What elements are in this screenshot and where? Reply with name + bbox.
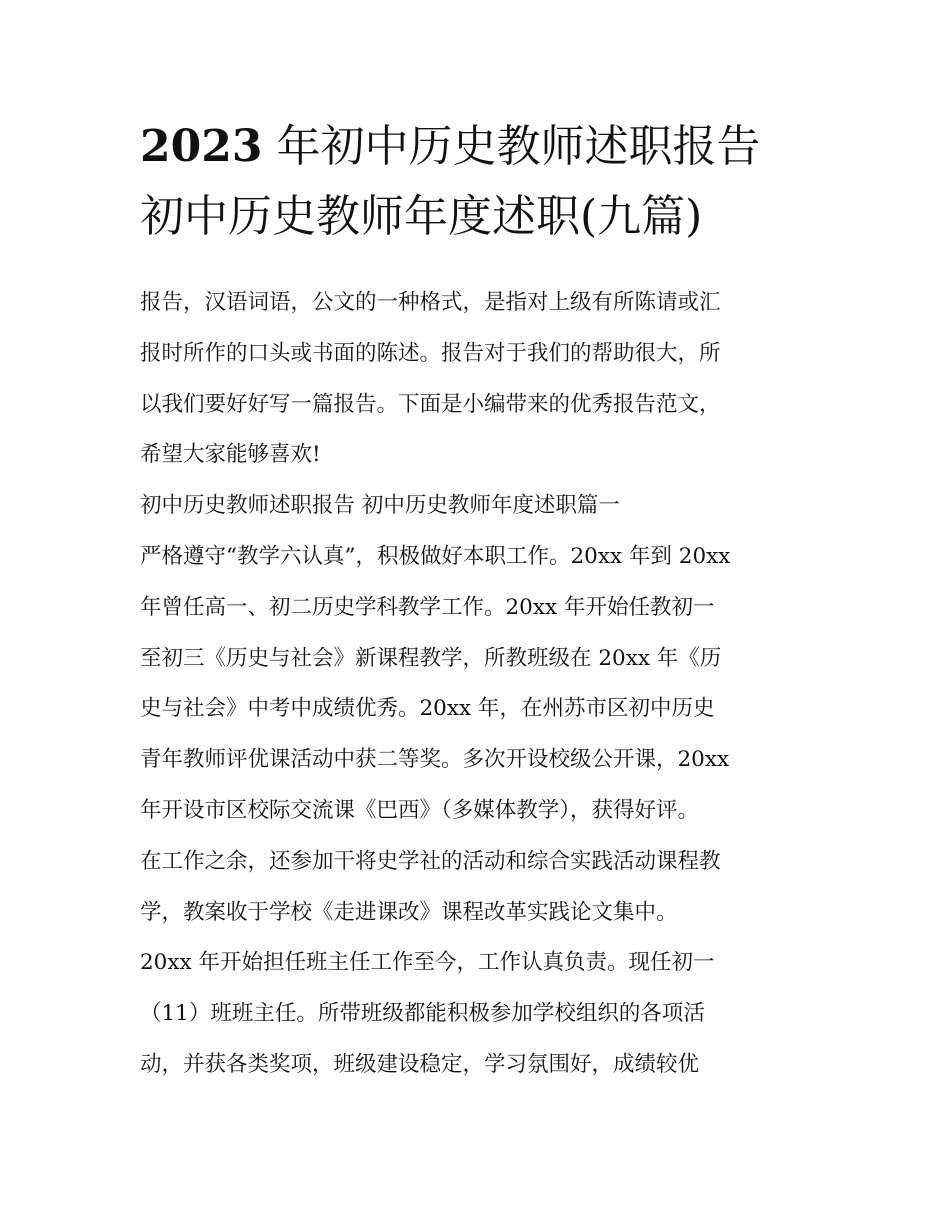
body-line: （11）班班主任。所带班级都能积极参加学校组织的各项活 bbox=[140, 1001, 705, 1027]
body-line: 青年教师评优课活动中获二等奖。多次开设校级公开课，20xx bbox=[140, 747, 730, 773]
section-heading: 初中历史教师述职报告 初中历史教师年度述职篇一 bbox=[140, 493, 620, 519]
body-line: 希望大家能够喜欢! bbox=[140, 442, 321, 468]
title-year: 2023 bbox=[140, 121, 263, 172]
body-line: 至初三《历史与社会》新课程教学，所教班级在 20xx 年《历 bbox=[140, 645, 722, 671]
body-line: 严格遵守“教学六认真”，积极做好本职工作。20xx 年到 20xx bbox=[140, 543, 731, 569]
body-line: 20xx 年开始担任班主任工作至今，工作认真负责。现任初一 bbox=[140, 950, 715, 976]
body-line: 史与社会》中考中成绩优秀。20xx 年，在州苏市区初中历史 bbox=[140, 696, 715, 722]
body-line: 在工作之余，还参加干将史学社的活动和综合实践活动课程教 bbox=[140, 848, 721, 874]
document-body bbox=[140, 278, 820, 1091]
body-line: 动，并获各类奖项，班级建设稳定，学习氛围好，成绩较优 bbox=[140, 1051, 700, 1077]
document-title bbox=[140, 112, 820, 252]
body-line: 学，教案收于学校《走进课改》课程改革实践论文集中。 bbox=[140, 899, 678, 925]
body-line: 报告，汉语词语，公文的一种格式，是指对上级有所陈请或汇 bbox=[140, 290, 721, 315]
body-line: 年开设市区校际交流课《巴西》（多媒体教学），获得好评。 bbox=[140, 797, 700, 823]
body-line: 以我们要好好写一篇报告。下面是小编带来的优秀报告范文， bbox=[140, 391, 721, 417]
title-line-1-text: 年初中历史教师述职报告 bbox=[262, 121, 761, 172]
body-line: 年曾任高一、初二历史学科教学工作。20xx 年开始任教初一 bbox=[140, 594, 715, 620]
title-line-1 bbox=[140, 112, 820, 182]
body-line: 报时所作的口头或书面的陈述。报告对于我们的帮助很大，所 bbox=[140, 340, 721, 366]
title-line-2: 初中历史教师年度述职(九篇) bbox=[140, 191, 703, 242]
